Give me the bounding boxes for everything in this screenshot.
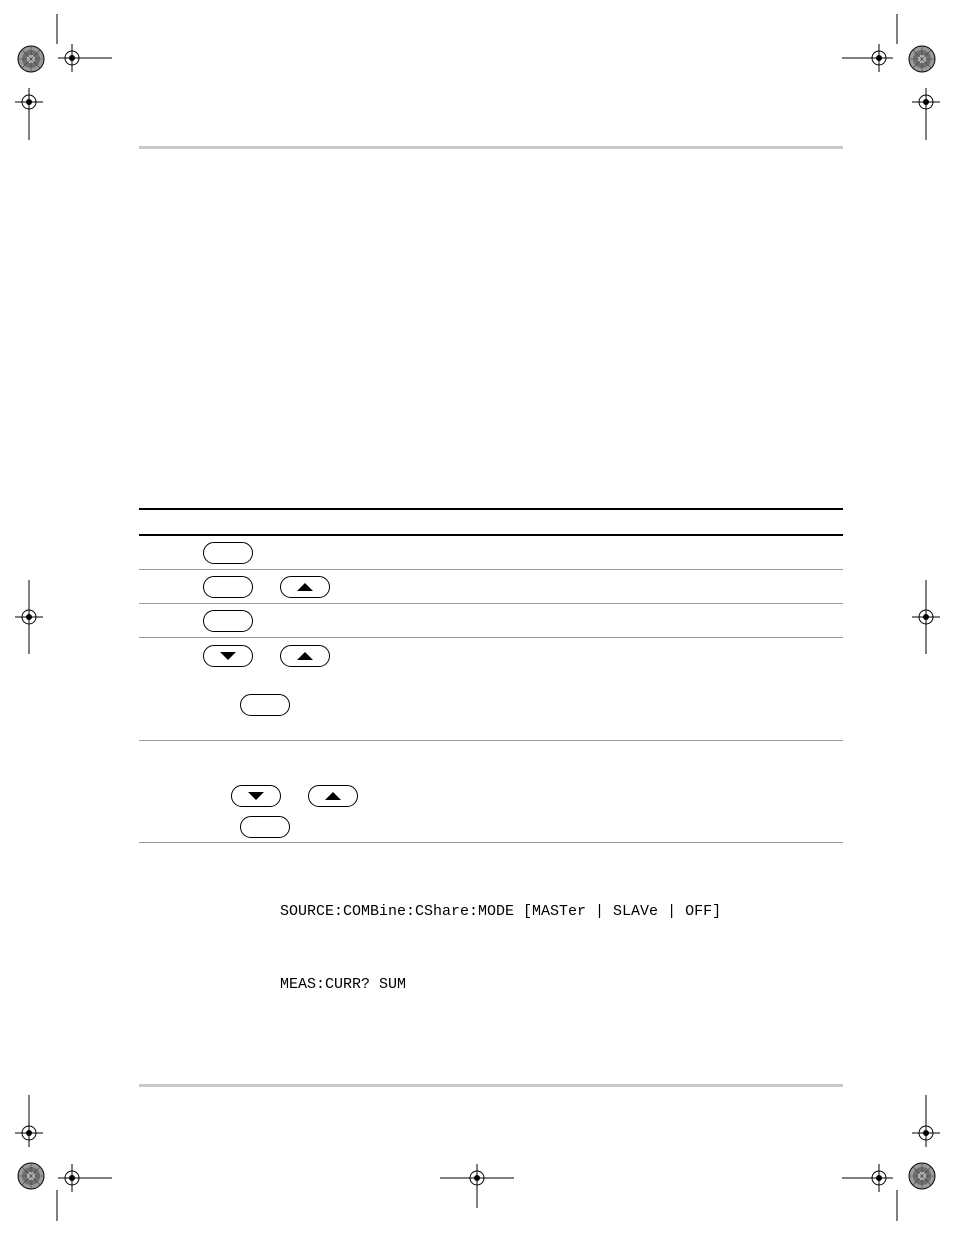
up-arrow-key <box>280 645 330 667</box>
starburst-registration-icon <box>909 46 935 72</box>
table-row-divider <box>139 740 843 741</box>
crosshair-target-icon <box>58 1164 86 1192</box>
table-row-divider <box>139 637 843 638</box>
crosshair-target-icon <box>865 44 893 72</box>
header-rule <box>139 146 843 149</box>
scpi-mode-command: SOURCE:COMBine:CShare:MODE [MASTer | SLAVe | OFF] <box>280 903 722 920</box>
starburst-registration-icon <box>18 46 44 72</box>
triangle-down-icon <box>219 651 237 661</box>
table-bottom-rule <box>139 842 843 843</box>
crosshair-target-icon <box>912 1119 940 1147</box>
table-row-divider <box>139 569 843 570</box>
table-row-divider <box>139 603 843 604</box>
table-top-rule <box>139 508 843 510</box>
crosshair-target-icon <box>15 1119 43 1147</box>
triangle-up-icon <box>324 791 342 801</box>
starburst-registration-icon <box>18 1163 44 1189</box>
triangle-down-icon <box>247 791 265 801</box>
crosshair-target-icon <box>15 603 43 631</box>
front-panel-key <box>203 610 253 632</box>
front-panel-key <box>203 576 253 598</box>
down-arrow-key <box>203 645 253 667</box>
scpi-measure-command: MEAS:CURR? SUM <box>280 976 407 993</box>
crosshair-target-icon <box>15 88 43 116</box>
crosshair-target-icon <box>463 1164 491 1192</box>
front-panel-key <box>240 694 290 716</box>
starburst-registration-icon <box>909 1163 935 1189</box>
crosshair-target-icon <box>912 88 940 116</box>
up-arrow-key <box>308 785 358 807</box>
front-panel-key <box>203 542 253 564</box>
crosshair-target-icon <box>865 1164 893 1192</box>
crosshair-target-icon <box>912 603 940 631</box>
footer-rule <box>139 1084 843 1087</box>
triangle-up-icon <box>296 582 314 592</box>
up-arrow-key <box>280 576 330 598</box>
crosshair-target-icon <box>58 44 86 72</box>
table-header-rule <box>139 534 843 536</box>
front-panel-key <box>240 816 290 838</box>
down-arrow-key <box>231 785 281 807</box>
triangle-up-icon <box>296 651 314 661</box>
